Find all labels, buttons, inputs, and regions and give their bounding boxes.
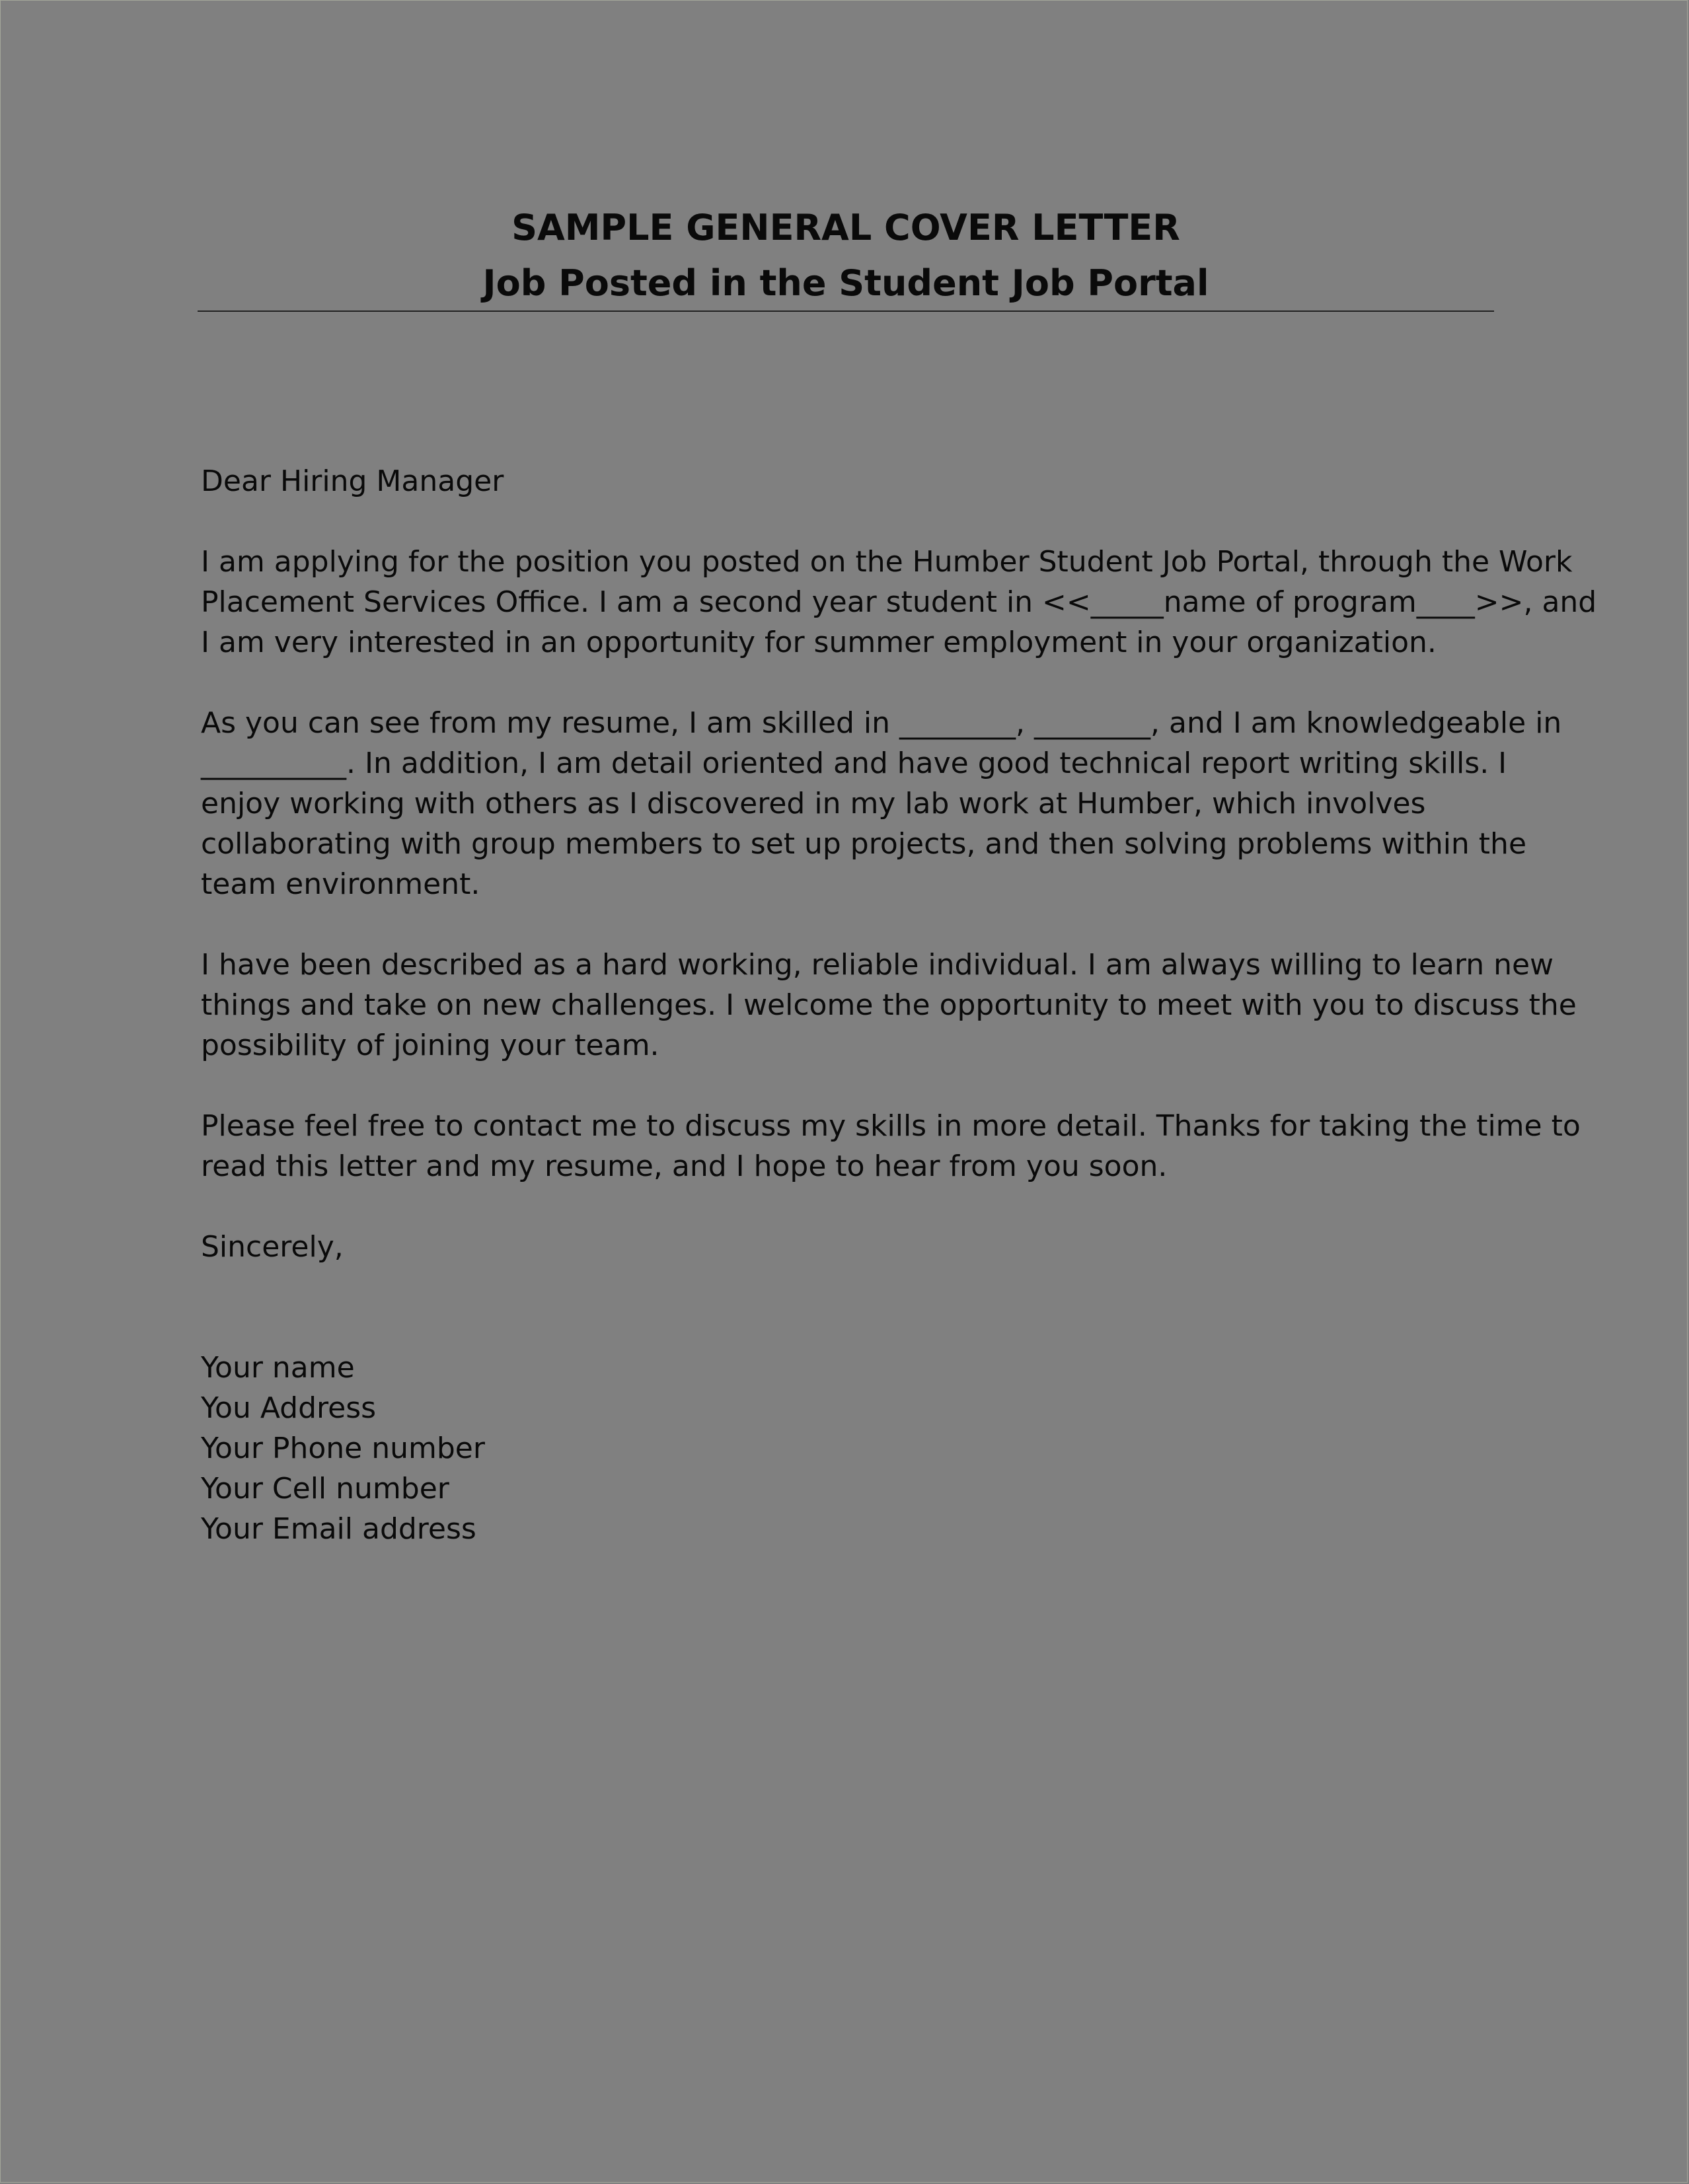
closing-text: Sincerely, xyxy=(201,1230,344,1264)
letter-body xyxy=(201,461,1597,1549)
paragraph-line: read this letter and my resume, and I hope to hear from you soon. xyxy=(201,1149,1168,1183)
signature-cell: Your Cell number xyxy=(201,1472,449,1506)
signature-block xyxy=(201,1348,1496,1549)
paragraph-1 xyxy=(201,542,1597,663)
paragraph-line: enjoy working with others as I discovered in my lab work at Humber, which involves xyxy=(201,787,1426,820)
paragraph-line: things and take on new challenges. I welcome the opportunity to meet with you to discuss the xyxy=(201,988,1577,1022)
signature-spacer xyxy=(201,1307,1496,1348)
paragraph-line: Please feel free to contact me to discuss my skills in more detail. Thanks for taking the time to xyxy=(201,1109,1581,1143)
signature-address: You Address xyxy=(201,1391,377,1425)
signature-spacer xyxy=(201,1267,1496,1307)
paragraph-line: collaborating with group members to set up projects, and then solving problems within the xyxy=(201,827,1527,861)
paragraph-line: Placement Services Office. I am a second year student in <<_____name of program____>>, and xyxy=(201,585,1597,619)
paragraph-line: I am very interested in an opportunity for summer employment in your organization. xyxy=(201,626,1437,659)
paragraph-line: possibility of joining your team. xyxy=(201,1029,659,1062)
paragraph-line: I have been described as a hard working, reliable individual. I am always willing to learn new xyxy=(201,948,1554,982)
paragraph-line: I am applying for the position you posted on the Humber Student Job Portal, through the Work xyxy=(201,545,1573,579)
closing xyxy=(201,1227,1496,1267)
paragraph-4 xyxy=(201,1106,1581,1186)
paragraph-2 xyxy=(201,703,1562,904)
document-subtitle: Job Posted in the Student Job Portal xyxy=(482,262,1209,304)
document-title: SAMPLE GENERAL COVER LETTER xyxy=(511,207,1180,248)
header-divider xyxy=(198,310,1494,312)
signature-name: Your name xyxy=(201,1351,355,1385)
paragraph-3 xyxy=(201,945,1577,1066)
letter-header xyxy=(198,200,1494,311)
paragraph-line: As you can see from my resume, I am skilled in ________, ________, and I am knowledgeable in xyxy=(201,706,1562,740)
paragraph-line: __________. In addition, I am detail oriented and have good technical report writing skills. I xyxy=(201,746,1507,780)
paragraph-line: team environment. xyxy=(201,867,480,901)
salutation-text: Dear Hiring Manager xyxy=(201,464,504,498)
salutation xyxy=(201,461,1496,501)
signature-email: Your Email address xyxy=(201,1512,476,1546)
signature-phone: Your Phone number xyxy=(201,1432,485,1465)
